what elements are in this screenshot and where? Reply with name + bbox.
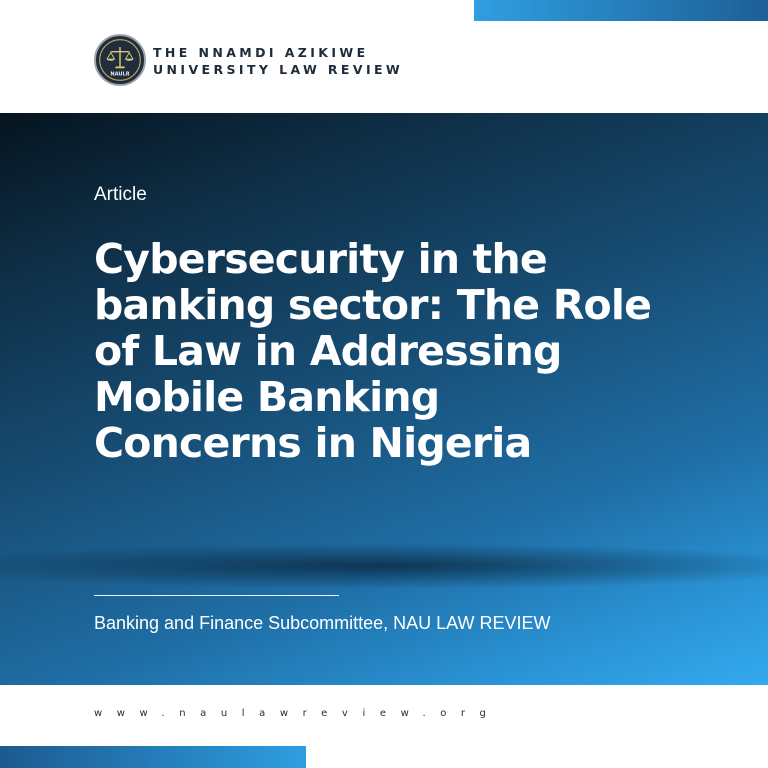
- hero-shadow: [0, 543, 768, 589]
- brand-line-1: THE NNAMDI AZIKIWE: [153, 45, 369, 60]
- article-byline: Banking and Finance Subcommittee, NAU LAW REVIEW: [94, 613, 551, 633]
- brand-name: [153, 44, 403, 78]
- scales-of-justice-icon: [96, 36, 144, 84]
- header: [0, 0, 768, 113]
- divider-line: [94, 595, 339, 596]
- logo-text: NAULR: [110, 71, 130, 78]
- website-url: www.naulawreview.org: [94, 708, 501, 719]
- bottom-accent-bar: [0, 746, 306, 768]
- brand-line-2: UNIVERSITY LAW REVIEW: [153, 62, 404, 77]
- article-title: Cybersecurity in the banking sector: The Role of Law in Addressing Mobile Banking Concerns in Nigeria: [94, 235, 652, 467]
- article-kicker: Article: [94, 184, 147, 205]
- naulr-logo: [94, 34, 146, 86]
